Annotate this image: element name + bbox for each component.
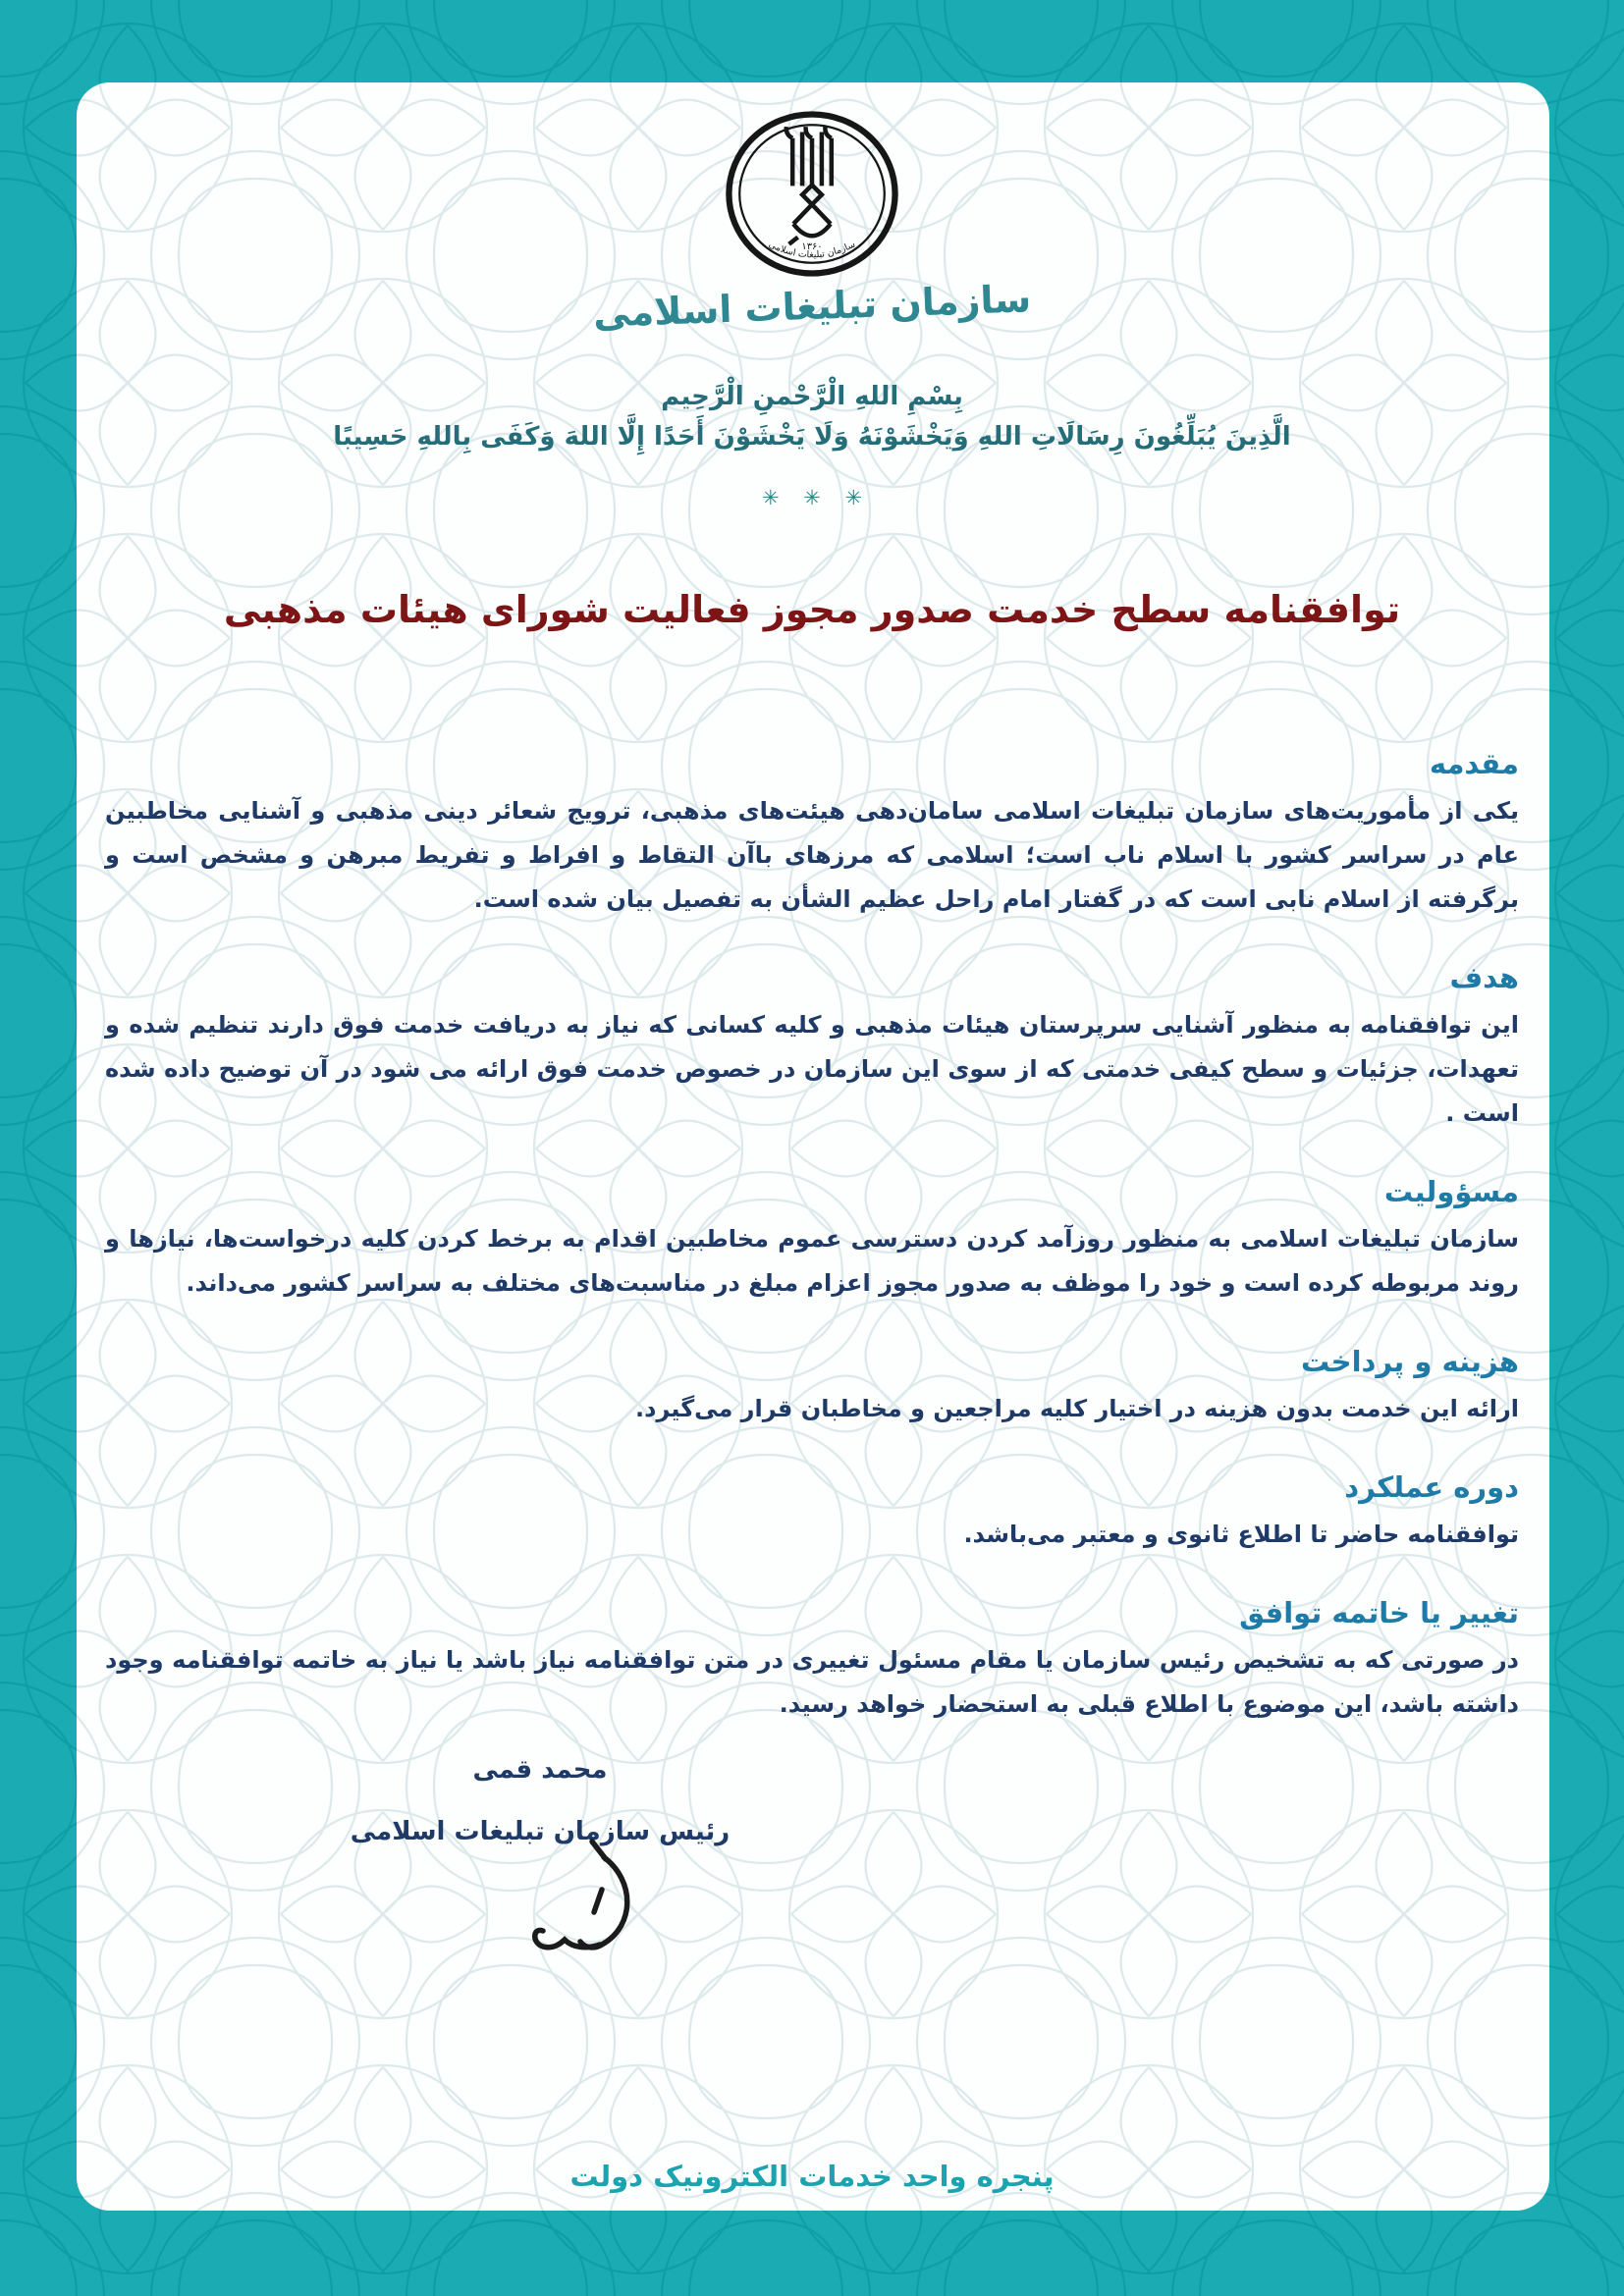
emblem-arc-text: سازمان تبلیغات اسلامی [767,239,857,261]
section-body: این توافقنامه به منظور آشنایی سرپرستان هیئات مذهبی و کلیه کسانی که نیاز به دریافت خدمت فوق دارند تنظیم شده و تعهدات، جزئیات و سطح کیفی خدمتی که از سوی این سازمان در خصوص خدمت فوق ارائه می شود در آن توضیح داده شده است . [105,1011,1519,1128]
quran-verse: الَّذِينَ يُبَلِّغُونَ رِسَالَاتِ اللهِ وَيَخْشَوْنَهُ وَلَا يَخْشَوْنَ أَحَدًا إِلَّا اللهَ وَكَفَى بِاللهِ حَسِيبًا [333,422,1291,452]
bismillah-text: بِسْمِ اللهِ الْرَّحْمنِ الْرَّحِيم [661,382,963,411]
section-1 [105,961,1519,1136]
section-4 [105,1470,1519,1557]
organization-emblem-icon [724,108,900,280]
signatory-name: محمد قمی [472,1755,608,1785]
document-title: توافقنامه سطح خدمت صدور مجوز فعالیت شورای هیئات مذهبی [223,588,1401,631]
ornament-stars: ✳ ✳ ✳ [761,486,863,509]
sections [105,747,1519,1766]
emblem-year: ۱۳۶۰ [801,241,823,253]
section-body: توافقنامه حاضر تا اطلاع ثانوی و معتبر می‌باشد. [963,1521,1519,1549]
section-body: یکی از مأموریت‌های سازمان تبلیغات اسلامی سامان‌دهی هیئت‌های مذهبی، ترویج شعائر دینی مذهبی و آشنایی مخاطبین عام در سراسر کشور با اسلام ناب است؛ اسلامی که مرزهای باآن التقاط و افراط و تفریط مبرهن و مشخص است و برگرفته از اسلام نابی است که در گفتار امام راحل عظیم الشأن به تفصیل بیان شده است. [105,797,1519,914]
section-2 [105,1175,1519,1306]
section-heading: مقدمه [1429,747,1519,781]
handwritten-signature-icon [525,1834,673,1981]
section-0 [105,747,1519,922]
calligraphy-org-name: سازمان تبلیغات اسلامی [592,277,1032,336]
signatory-title: رئیس سازمان تبلیغات اسلامی [350,1817,731,1846]
section-body: در صورتی که به تشخیص رئیس سازمان یا مقام مسئول تغییری در متن توافقنامه نیاز باشد یا نیاز به خاتمه توافقنامه وجود داشته باشد، این موضوع با اطلاع قبلی به استحضار خواهد رسید. [105,1646,1519,1719]
section-body: ارائه این خدمت بدون هزینه در اختیار کلیه مراجعین و مخاطبان قرار می‌گیرد. [635,1395,1519,1423]
section-3 [105,1345,1519,1431]
section-heading: هزینه و پرداخت [1300,1345,1519,1379]
section-5 [105,1596,1519,1727]
footer-text: پنجره واحد خدمات الکترونیک دولت [569,2160,1055,2193]
paper-content [77,82,1547,2211]
section-heading: دوره عملکرد [1344,1470,1519,1505]
section-heading: هدف [1449,961,1519,995]
section-heading: مسؤولیت [1383,1175,1519,1209]
section-body: سازمان تبلیغات اسلامی به منظور روزآمد کردن دسترسی عموم مخاطبین اقدام به برخط کردن کلیه درخواست‌ها، نیازها و روند مربوطه کرده است و خود را موظف به صدور مجوز اعزام مبلغ در مناسبت‌های مختلف به سراسر کشور می‌داند. [105,1225,1519,1298]
section-heading: تغییر یا خاتمه توافق [1239,1596,1519,1630]
